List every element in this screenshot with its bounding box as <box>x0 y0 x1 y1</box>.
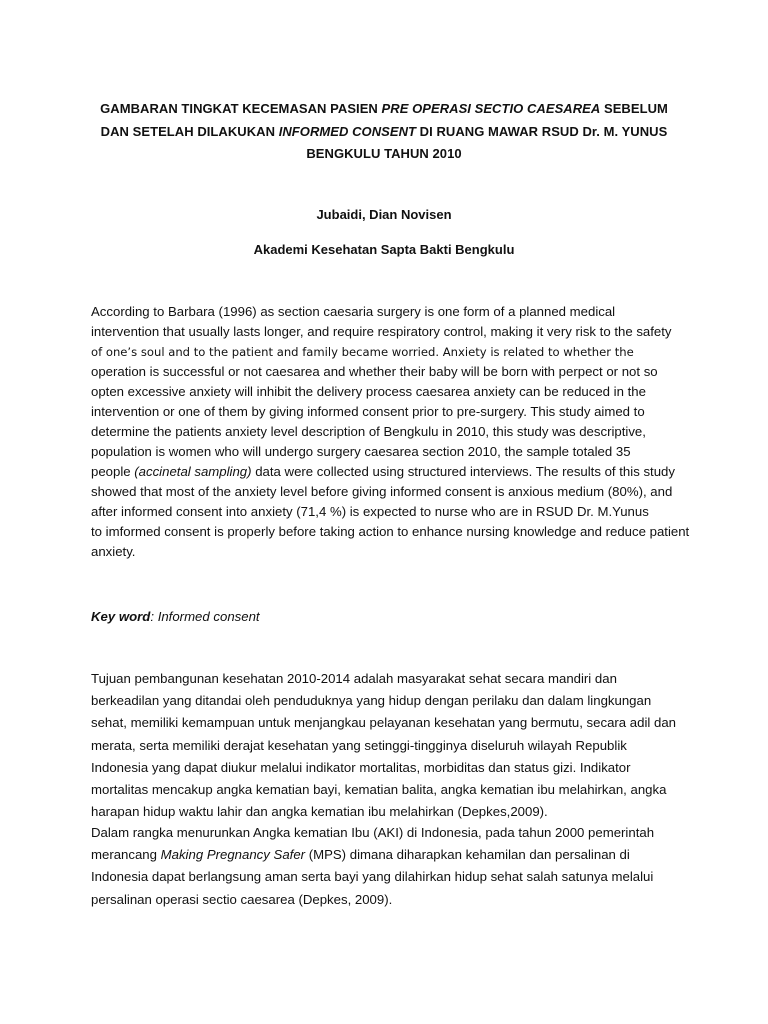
abstract-line: operation is successful or not caesarea and whether their baby will be born with perpect or not so <box>91 364 658 379</box>
title-line-3: BENGKULU TAHUN 2010 <box>306 146 462 161</box>
authors: Jubaidi, Dian Novisen <box>316 207 452 222</box>
paragraph-line: berkeadilan yang ditandai oleh penduduknya yang hidup dengan perilaku dan dalam lingkungan <box>91 693 652 709</box>
paragraph-line: merancang Making Pregnancy Safer (MPS) dimana diharapkan kehamilan dan persalinan di <box>91 847 630 863</box>
abstract-line: after informed consent into anxiety (71,4 %) is expected to nurse who are in RSUD Dr. M.Yunus <box>91 504 649 519</box>
paragraph-line: Indonesia yang dapat diukur melalui indikator mortalitas, morbiditas dan status gizi. Indikator <box>91 759 631 775</box>
title-line-1: GAMBARAN TINGKAT KECEMASAN PASIEN PRE OPERASI SECTIO CAESAREA SEBELUM <box>100 101 668 116</box>
abstract-line: According to Barbara (1996) as section caesaria surgery is one form of a planned medical <box>91 304 616 319</box>
title-line-2: DAN SETELAH DILAKUKAN INFORMED CONSENT DI RUANG MAWAR RSUD Dr. M. YUNUS <box>100 123 668 139</box>
paper-title <box>60 98 708 166</box>
paragraph-line: Dalam rangka menurunkan Angka kematian Ibu (AKI) di Indonesia, pada tahun 2000 pemerintah <box>91 825 655 840</box>
body-paragraph-2 <box>91 822 691 911</box>
paragraph-line: merata, serta memiliki derajat kesehatan yang setinggi-tingginya diseluruh wilayah Republik <box>91 737 627 753</box>
paragraph-line: persalinan operasi sectio caesarea (Depkes, 2009). <box>91 891 393 907</box>
paragraph-line: sehat, memiliki kemampuan untuk menjangkau pelayanan kesehatan yang bermutu, secara adil dan <box>91 715 676 731</box>
paragraph-line: Tujuan pembangunan kesehatan 2010-2014 adalah masyarakat sehat secara mandiri dan <box>91 671 617 686</box>
abstract-line: intervention that usually lasts longer, and require respiratory control, making it very risk to the safety <box>91 324 672 339</box>
abstract-line: determine the patients anxiety level description of Bengkulu in 2010, this study was descriptive, <box>91 424 646 439</box>
abstract-line: population is women who will undergo surgery caesarea section 2010, the sample totaled 35 <box>91 444 631 459</box>
abstract-line: of one’s soul and to the patient and family became worried. Anxiety is related to whether the <box>91 345 634 359</box>
paragraph-line: harapan hidup waktu lahir dan angka kematian ibu melahirkan (Depkes,2009). <box>91 804 548 820</box>
body-paragraph-1 <box>91 668 691 823</box>
affiliation: Akademi Kesehatan Sapta Bakti Bengkulu <box>253 242 515 257</box>
paragraph-line: Indonesia dapat berlangsung aman serta bayi yang dilahirkan hidup sehat salah satunya melalui <box>91 869 654 885</box>
abstract <box>91 302 691 562</box>
abstract-line: intervention or one of them by giving informed consent prior to pre-surgery. This study aimed to <box>91 404 645 419</box>
paragraph-line: mortalitas mencakup angka kematian bayi, kematian balita, angka kematian ibu melahirkan, angka <box>91 782 667 798</box>
abstract-line: to imformed consent is properly before taking action to enhance nursing knowledge and reduce patient <box>91 524 690 539</box>
abstract-line: people (accinetal sampling) data were collected using structured interviews. The results of this study <box>91 464 675 479</box>
abstract-line: showed that most of the anxiety level before giving informed consent is anxious medium (80%), and <box>91 484 673 499</box>
keyword-value: Informed consent <box>157 609 260 624</box>
keyword-label: Key word <box>91 609 151 624</box>
keywords: Key word: Informed consent <box>91 609 260 624</box>
abstract-line: opten excessive anxiety will inhibit the delivery process caesarea anxiety can be reduced in the <box>91 384 646 399</box>
abstract-line: anxiety. <box>91 544 136 559</box>
